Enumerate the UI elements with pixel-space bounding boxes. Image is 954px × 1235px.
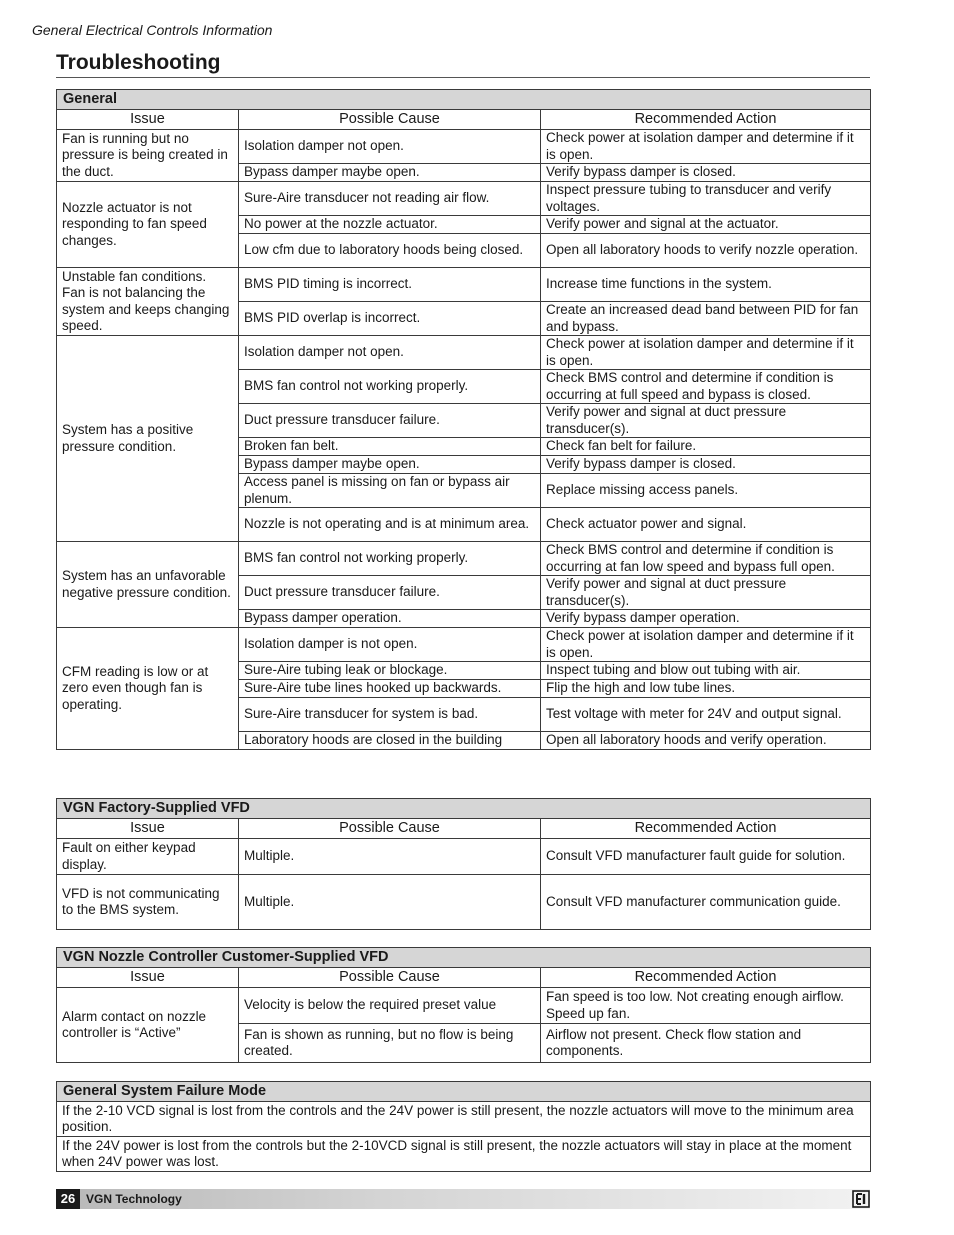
action-cell: Verify power and signal at duct pressure transducer(s).	[541, 576, 871, 610]
cause-cell: Isolation damper is not open.	[239, 628, 541, 662]
issue-cell: System has an unfavorable negative pressure condition.	[57, 542, 239, 628]
action-cell: Consult VFD manufacturer fault guide for solution.	[541, 839, 871, 875]
cause-cell: BMS PID overlap is incorrect.	[239, 302, 541, 336]
column-header-action: Recommended Action	[541, 968, 871, 988]
action-cell: Open all laboratory hoods and verify operation.	[541, 732, 871, 750]
column-header-cause: Possible Cause	[239, 968, 541, 988]
page-number: 26	[56, 1189, 80, 1209]
action-cell: Check power at isolation damper and determine if it is open.	[541, 336, 871, 370]
action-cell: Verify power and signal at the actuator.	[541, 216, 871, 234]
action-cell: Airflow not present. Check flow station and components.	[541, 1024, 871, 1063]
header-note: General Electrical Controls Information	[32, 22, 273, 38]
cause-cell: Bypass damper maybe open.	[239, 164, 541, 182]
cause-cell: Access panel is missing on fan or bypass air plenum.	[239, 474, 541, 508]
cause-cell: Isolation damper not open.	[239, 130, 541, 164]
action-cell: Create an increased dead band between PID for fan and bypass.	[541, 302, 871, 336]
failure-mode-line: If the 2-10 VCD signal is lost from the controls and the 24V power is still present, the nozzle actuators will move to the minimum area position.	[57, 1102, 871, 1137]
table-row	[57, 268, 871, 302]
column-header-cause: Possible Cause	[239, 110, 541, 130]
column-header-issue: Issue	[57, 968, 239, 988]
section-heading-general: General	[57, 90, 871, 110]
footer-label: VGN Technology	[86, 1192, 182, 1206]
table-row	[57, 130, 871, 164]
action-cell: Inspect pressure tubing to transducer and verify voltages.	[541, 182, 871, 216]
issue-cell: System has a positive pressure condition.	[57, 336, 239, 542]
table-row	[57, 988, 871, 1024]
action-cell: Open all laboratory hoods to verify nozzle operation.	[541, 234, 871, 268]
issue-cell: Unstable fan conditions. Fan is not balancing the system and keeps changing speed.	[57, 268, 239, 336]
issue-cell: Alarm contact on nozzle controller is “Active”	[57, 988, 239, 1063]
cause-cell: No power at the nozzle actuator.	[239, 216, 541, 234]
cause-cell: Broken fan belt.	[239, 438, 541, 456]
table-row	[57, 542, 871, 576]
issue-cell: CFM reading is low or at zero even though fan is operating.	[57, 628, 239, 750]
cause-cell: Nozzle is not operating and is at minimum area.	[239, 508, 541, 542]
cause-cell: Bypass damper operation.	[239, 610, 541, 628]
action-cell: Check fan belt for failure.	[541, 438, 871, 456]
action-cell: Replace missing access panels.	[541, 474, 871, 508]
table-row	[57, 1137, 871, 1172]
cause-cell: BMS PID timing is incorrect.	[239, 268, 541, 302]
column-header-action: Recommended Action	[541, 819, 871, 839]
action-cell: Check BMS control and determine if condition is occurring at full speed and bypass is closed.	[541, 370, 871, 404]
table-row	[57, 1102, 871, 1137]
action-cell: Verify power and signal at duct pressure transducer(s).	[541, 404, 871, 438]
table-row	[57, 336, 871, 370]
failure-mode-line: If the 24V power is lost from the controls but the 2-10VCD signal is still present, the nozzle actuators will stay in place at the moment when 24V power was lost.	[57, 1137, 871, 1172]
cause-cell: Fan is shown as running, but no flow is being created.	[239, 1024, 541, 1063]
cause-cell: Low cfm due to laboratory hoods being closed.	[239, 234, 541, 268]
table-row	[57, 628, 871, 662]
page-title: Troubleshooting	[56, 51, 221, 74]
cause-cell: Sure-Aire transducer not reading air flow.	[239, 182, 541, 216]
cause-cell: Isolation damper not open.	[239, 336, 541, 370]
table-row	[57, 182, 871, 216]
action-cell: Verify bypass damper is closed.	[541, 456, 871, 474]
cause-cell: Velocity is below the required preset value	[239, 988, 541, 1024]
failure-mode-table	[56, 1081, 871, 1172]
vfd-customer-table	[56, 947, 871, 1063]
cause-cell: Duct pressure transducer failure.	[239, 404, 541, 438]
column-header-cause: Possible Cause	[239, 819, 541, 839]
action-cell: Verify bypass damper is closed.	[541, 164, 871, 182]
cause-cell: Sure-Aire tubing leak or blockage.	[239, 662, 541, 680]
section-heading-failure-mode: General System Failure Mode	[57, 1082, 871, 1102]
issue-cell: Fault on either keypad display.	[57, 839, 239, 875]
action-cell: Check power at isolation damper and determine if it is open.	[541, 628, 871, 662]
action-cell: Test voltage with meter for 24V and output signal.	[541, 698, 871, 732]
issue-cell: VFD is not communicating to the BMS system.	[57, 875, 239, 930]
cause-cell: Multiple.	[239, 839, 541, 875]
general-table	[56, 89, 871, 750]
action-cell: Verify bypass damper operation.	[541, 610, 871, 628]
section-heading-vfd-customer: VGN Nozzle Controller Customer-Supplied VFD	[57, 948, 871, 968]
action-cell: Increase time functions in the system.	[541, 268, 871, 302]
issue-cell: Nozzle actuator is not responding to fan speed changes.	[57, 182, 239, 268]
cause-cell: BMS fan control not working properly.	[239, 542, 541, 576]
action-cell: Check actuator power and signal.	[541, 508, 871, 542]
section-heading-vfd-factory: VGN Factory-Supplied VFD	[57, 799, 871, 819]
action-cell: Fan speed is too low. Not creating enough airflow. Speed up fan.	[541, 988, 871, 1024]
cause-cell: Sure-Aire transducer for system is bad.	[239, 698, 541, 732]
cause-cell: Laboratory hoods are closed in the building	[239, 732, 541, 750]
action-cell: Consult VFD manufacturer communication guide.	[541, 875, 871, 930]
action-cell: Inspect tubing and blow out tubing with air.	[541, 662, 871, 680]
cause-cell: Bypass damper maybe open.	[239, 456, 541, 474]
table-row	[57, 839, 871, 875]
cause-cell: BMS fan control not working properly.	[239, 370, 541, 404]
cause-cell: Sure-Aire tube lines hooked up backwards.	[239, 680, 541, 698]
table-row	[57, 875, 871, 930]
column-header-issue: Issue	[57, 819, 239, 839]
brand-logo-icon	[852, 1190, 870, 1208]
cause-cell: Multiple.	[239, 875, 541, 930]
action-cell: Check BMS control and determine if condition is occurring at fan low speed and bypass full open.	[541, 542, 871, 576]
action-cell: Flip the high and low tube lines.	[541, 680, 871, 698]
title-divider	[56, 77, 870, 78]
action-cell: Check power at isolation damper and determine if it is open.	[541, 130, 871, 164]
vfd-factory-table	[56, 798, 871, 930]
cause-cell: Duct pressure transducer failure.	[239, 576, 541, 610]
column-header-action: Recommended Action	[541, 110, 871, 130]
column-header-issue: Issue	[57, 110, 239, 130]
issue-cell: Fan is running but no pressure is being created in the duct.	[57, 130, 239, 182]
